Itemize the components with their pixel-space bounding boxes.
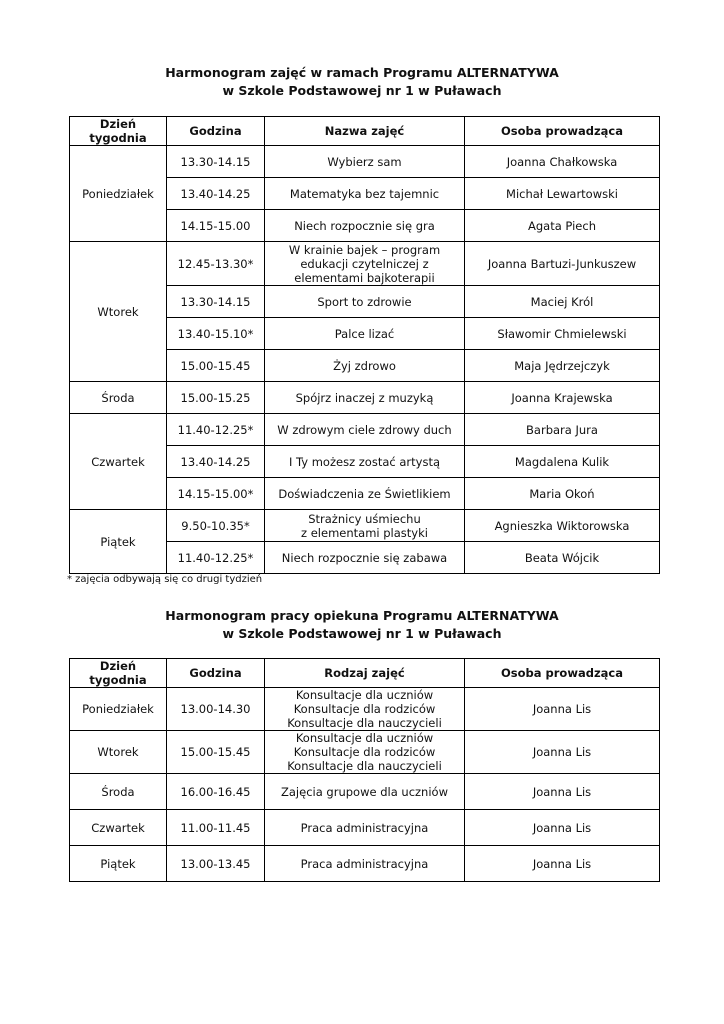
day-cell: Piątek — [70, 846, 167, 882]
name-cell: Niech rozpocznie się zabawa — [265, 542, 465, 574]
day-cell: Wtorek — [70, 242, 167, 382]
day-cell: Środa — [70, 382, 167, 414]
day-cell: Poniedziałek — [70, 688, 167, 731]
name-cell: Sport to zdrowie — [265, 286, 465, 318]
person-cell: Michał Lewartowski — [465, 178, 660, 210]
header-type: Rodzaj zajęć — [265, 659, 465, 688]
time-cell: 12.45-13.30* — [167, 242, 265, 286]
time-cell: 11.40-12.25* — [167, 414, 265, 446]
time-cell: 15.00-15.45 — [167, 350, 265, 382]
table-row — [70, 382, 660, 414]
table-header-row — [70, 659, 660, 688]
time-cell: 9.50-10.35* — [167, 510, 265, 542]
type-cell: Konsultacje dla uczniów Konsultacje dla rodziców Konsultacje dla nauczycieli — [265, 688, 465, 731]
header-name: Nazwa zajęć — [265, 117, 465, 146]
name-cell: Wybierz sam — [265, 146, 465, 178]
table-row — [70, 731, 660, 774]
person-cell: Joanna Lis — [465, 774, 660, 810]
header-person: Osoba prowadząca — [465, 659, 660, 688]
time-cell: 13.40-15.10* — [167, 318, 265, 350]
table-row — [70, 688, 660, 731]
person-cell: Joanna Lis — [465, 731, 660, 774]
header-time: Godzina — [167, 117, 265, 146]
table-row — [70, 242, 660, 286]
schedule2-title-line2: w Szkole Podstawowej nr 1 w Puławach — [222, 626, 502, 641]
time-cell: 13.30-14.15 — [167, 286, 265, 318]
name-cell: Spójrz inaczej z muzyką — [265, 382, 465, 414]
table-row — [70, 774, 660, 810]
schedule2-title — [0, 607, 724, 643]
day-cell: Poniedziałek — [70, 146, 167, 242]
table-header-row — [70, 117, 660, 146]
day-cell: Czwartek — [70, 810, 167, 846]
time-cell: 14.15-15.00* — [167, 478, 265, 510]
person-cell: Maciej Król — [465, 286, 660, 318]
person-cell: Joanna Lis — [465, 688, 660, 731]
time-cell: 11.00-11.45 — [167, 810, 265, 846]
person-cell: Joanna Krajewska — [465, 382, 660, 414]
person-cell: Joanna Chałkowska — [465, 146, 660, 178]
header-person: Osoba prowadząca — [465, 117, 660, 146]
time-cell: 15.00-15.25 — [167, 382, 265, 414]
name-cell: Doświadczenia ze Świetlikiem — [265, 478, 465, 510]
header-time: Godzina — [167, 659, 265, 688]
header-day: Dzień tygodnia — [70, 659, 167, 688]
time-cell: 13.40-14.25 — [167, 178, 265, 210]
type-cell: Praca administracyjna — [265, 846, 465, 882]
name-cell: I Ty możesz zostać artystą — [265, 446, 465, 478]
time-cell: 13.00-14.30 — [167, 688, 265, 731]
person-cell: Joanna Bartuzi-Junkuszew — [465, 242, 660, 286]
person-cell: Magdalena Kulik — [465, 446, 660, 478]
name-cell: Niech rozpocznie się gra — [265, 210, 465, 242]
person-cell: Joanna Lis — [465, 846, 660, 882]
schedule1-title-line1: Harmonogram zajęć w ramach Programu ALTERNATYWA — [165, 65, 559, 80]
type-cell: Zajęcia grupowe dla uczniów — [265, 774, 465, 810]
schedule2-table — [69, 658, 660, 882]
type-cell: Konsultacje dla uczniów Konsultacje dla rodziców Konsultacje dla nauczycieli — [265, 731, 465, 774]
schedule1-table — [69, 116, 660, 574]
person-cell: Barbara Jura — [465, 414, 660, 446]
name-cell: W zdrowym ciele zdrowy duch — [265, 414, 465, 446]
schedule2-title-line1: Harmonogram pracy opiekuna Programu ALTERNATYWA — [165, 608, 559, 623]
name-cell: Palce lizać — [265, 318, 465, 350]
name-cell: Żyj zdrowo — [265, 350, 465, 382]
day-cell: Piątek — [70, 510, 167, 574]
table-row — [70, 414, 660, 446]
day-cell: Środa — [70, 774, 167, 810]
table-row — [70, 510, 660, 542]
person-cell: Agata Piech — [465, 210, 660, 242]
person-cell: Agnieszka Wiktorowska — [465, 510, 660, 542]
schedule1-title — [0, 64, 724, 100]
name-cell: W krainie bajek – program edukacji czytelniczej z elementami bajkoterapii — [265, 242, 465, 286]
table-row — [70, 146, 660, 178]
time-cell: 13.00-13.45 — [167, 846, 265, 882]
person-cell: Sławomir Chmielewski — [465, 318, 660, 350]
schedule1-title-line2: w Szkole Podstawowej nr 1 w Puławach — [222, 83, 502, 98]
footnote: * zajęcia odbywają się co drugi tydzień — [67, 574, 263, 585]
time-cell: 13.30-14.15 — [167, 146, 265, 178]
time-cell: 15.00-15.45 — [167, 731, 265, 774]
person-cell: Maria Okoń — [465, 478, 660, 510]
name-cell: Matematyka bez tajemnic — [265, 178, 465, 210]
time-cell: 16.00-16.45 — [167, 774, 265, 810]
header-day: Dzień tygodnia — [70, 117, 167, 146]
name-cell: Strażnicy uśmiechu z elementami plastyki — [265, 510, 465, 542]
table-row — [70, 810, 660, 846]
type-cell: Praca administracyjna — [265, 810, 465, 846]
time-cell: 14.15-15.00 — [167, 210, 265, 242]
day-cell: Wtorek — [70, 731, 167, 774]
person-cell: Maja Jędrzejczyk — [465, 350, 660, 382]
time-cell: 13.40-14.25 — [167, 446, 265, 478]
person-cell: Joanna Lis — [465, 810, 660, 846]
person-cell: Beata Wójcik — [465, 542, 660, 574]
table-row — [70, 846, 660, 882]
time-cell: 11.40-12.25* — [167, 542, 265, 574]
day-cell: Czwartek — [70, 414, 167, 510]
